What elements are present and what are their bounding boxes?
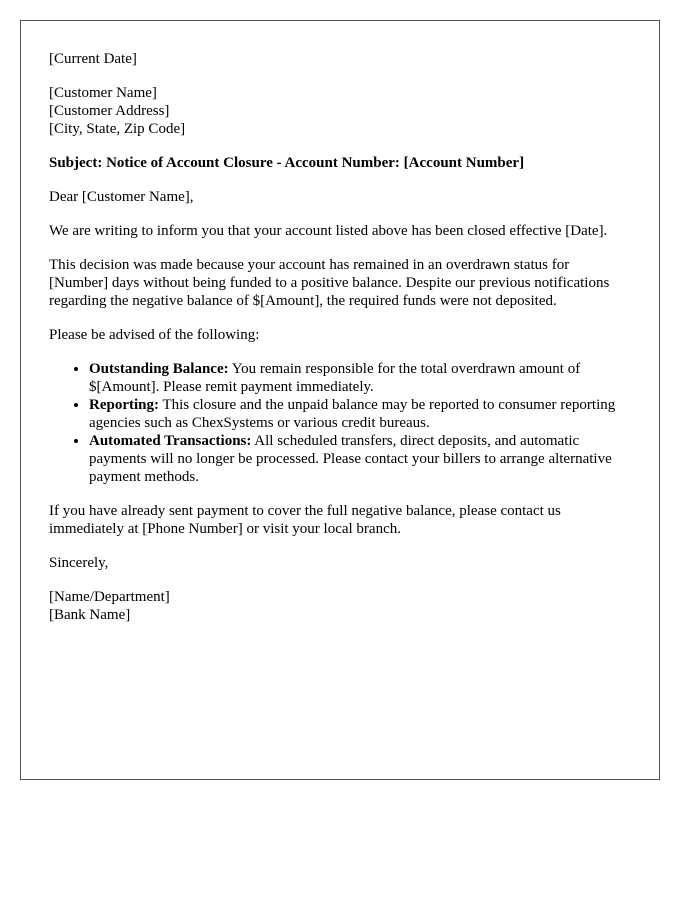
recipient-city-state-zip: [City, State, Zip Code] [49,121,186,137]
recipient-name: [Customer Name] [49,85,157,101]
letter-date: [Current Date] [49,51,137,67]
paragraph-reason: This decision was made because your account has remained in an overdrawn status for [Number] days without being funded to a positive balance. Despite our previous notifications regarding the negative balance of $[Amount], the required funds were not deposited. [49,257,610,309]
signature-block [49,588,631,624]
sign-off: Sincerely, [49,555,109,571]
notice-item-automated-transactions [89,432,631,486]
notice-term: Reporting: [89,397,159,413]
notice-term: Automated Transactions: [89,433,252,449]
salutation: Dear [Customer Name], [49,189,194,205]
signature-name-department: [Name/Department] [49,589,170,605]
paragraph-contact: If you have already sent payment to cover the full negative balance, please contact us immediately at [Phone Number] or visit your local branch. [49,503,561,537]
letter-page [20,20,660,780]
notice-list [49,360,631,486]
recipient-address: [Customer Address] [49,103,170,119]
notice-term: Outstanding Balance: [89,361,229,377]
notice-text: All scheduled transfers, direct deposits, and automatic payments will no longer be processed. Please contact your billers to arrange alternative payment methods. [89,433,612,485]
notice-text: This closure and the unpaid balance may be reported to consumer reporting agencies such as ChexSystems or various credit bureaus. [89,397,616,431]
letter-subject: Subject: Notice of Account Closure - Account Number: [Account Number] [49,155,525,171]
signature-bank-name: [Bank Name] [49,607,131,623]
paragraph-advisory-intro: Please be advised of the following: [49,327,260,343]
recipient-block [49,84,631,138]
notice-item-reporting [89,396,631,432]
notice-item-outstanding-balance [89,360,631,396]
paragraph-closure-notice: We are writing to inform you that your account listed above has been closed effective [Date]. [49,223,608,239]
notice-text: You remain responsible for the total overdrawn amount of $[Amount]. Please remit payment immediately. [89,361,581,395]
